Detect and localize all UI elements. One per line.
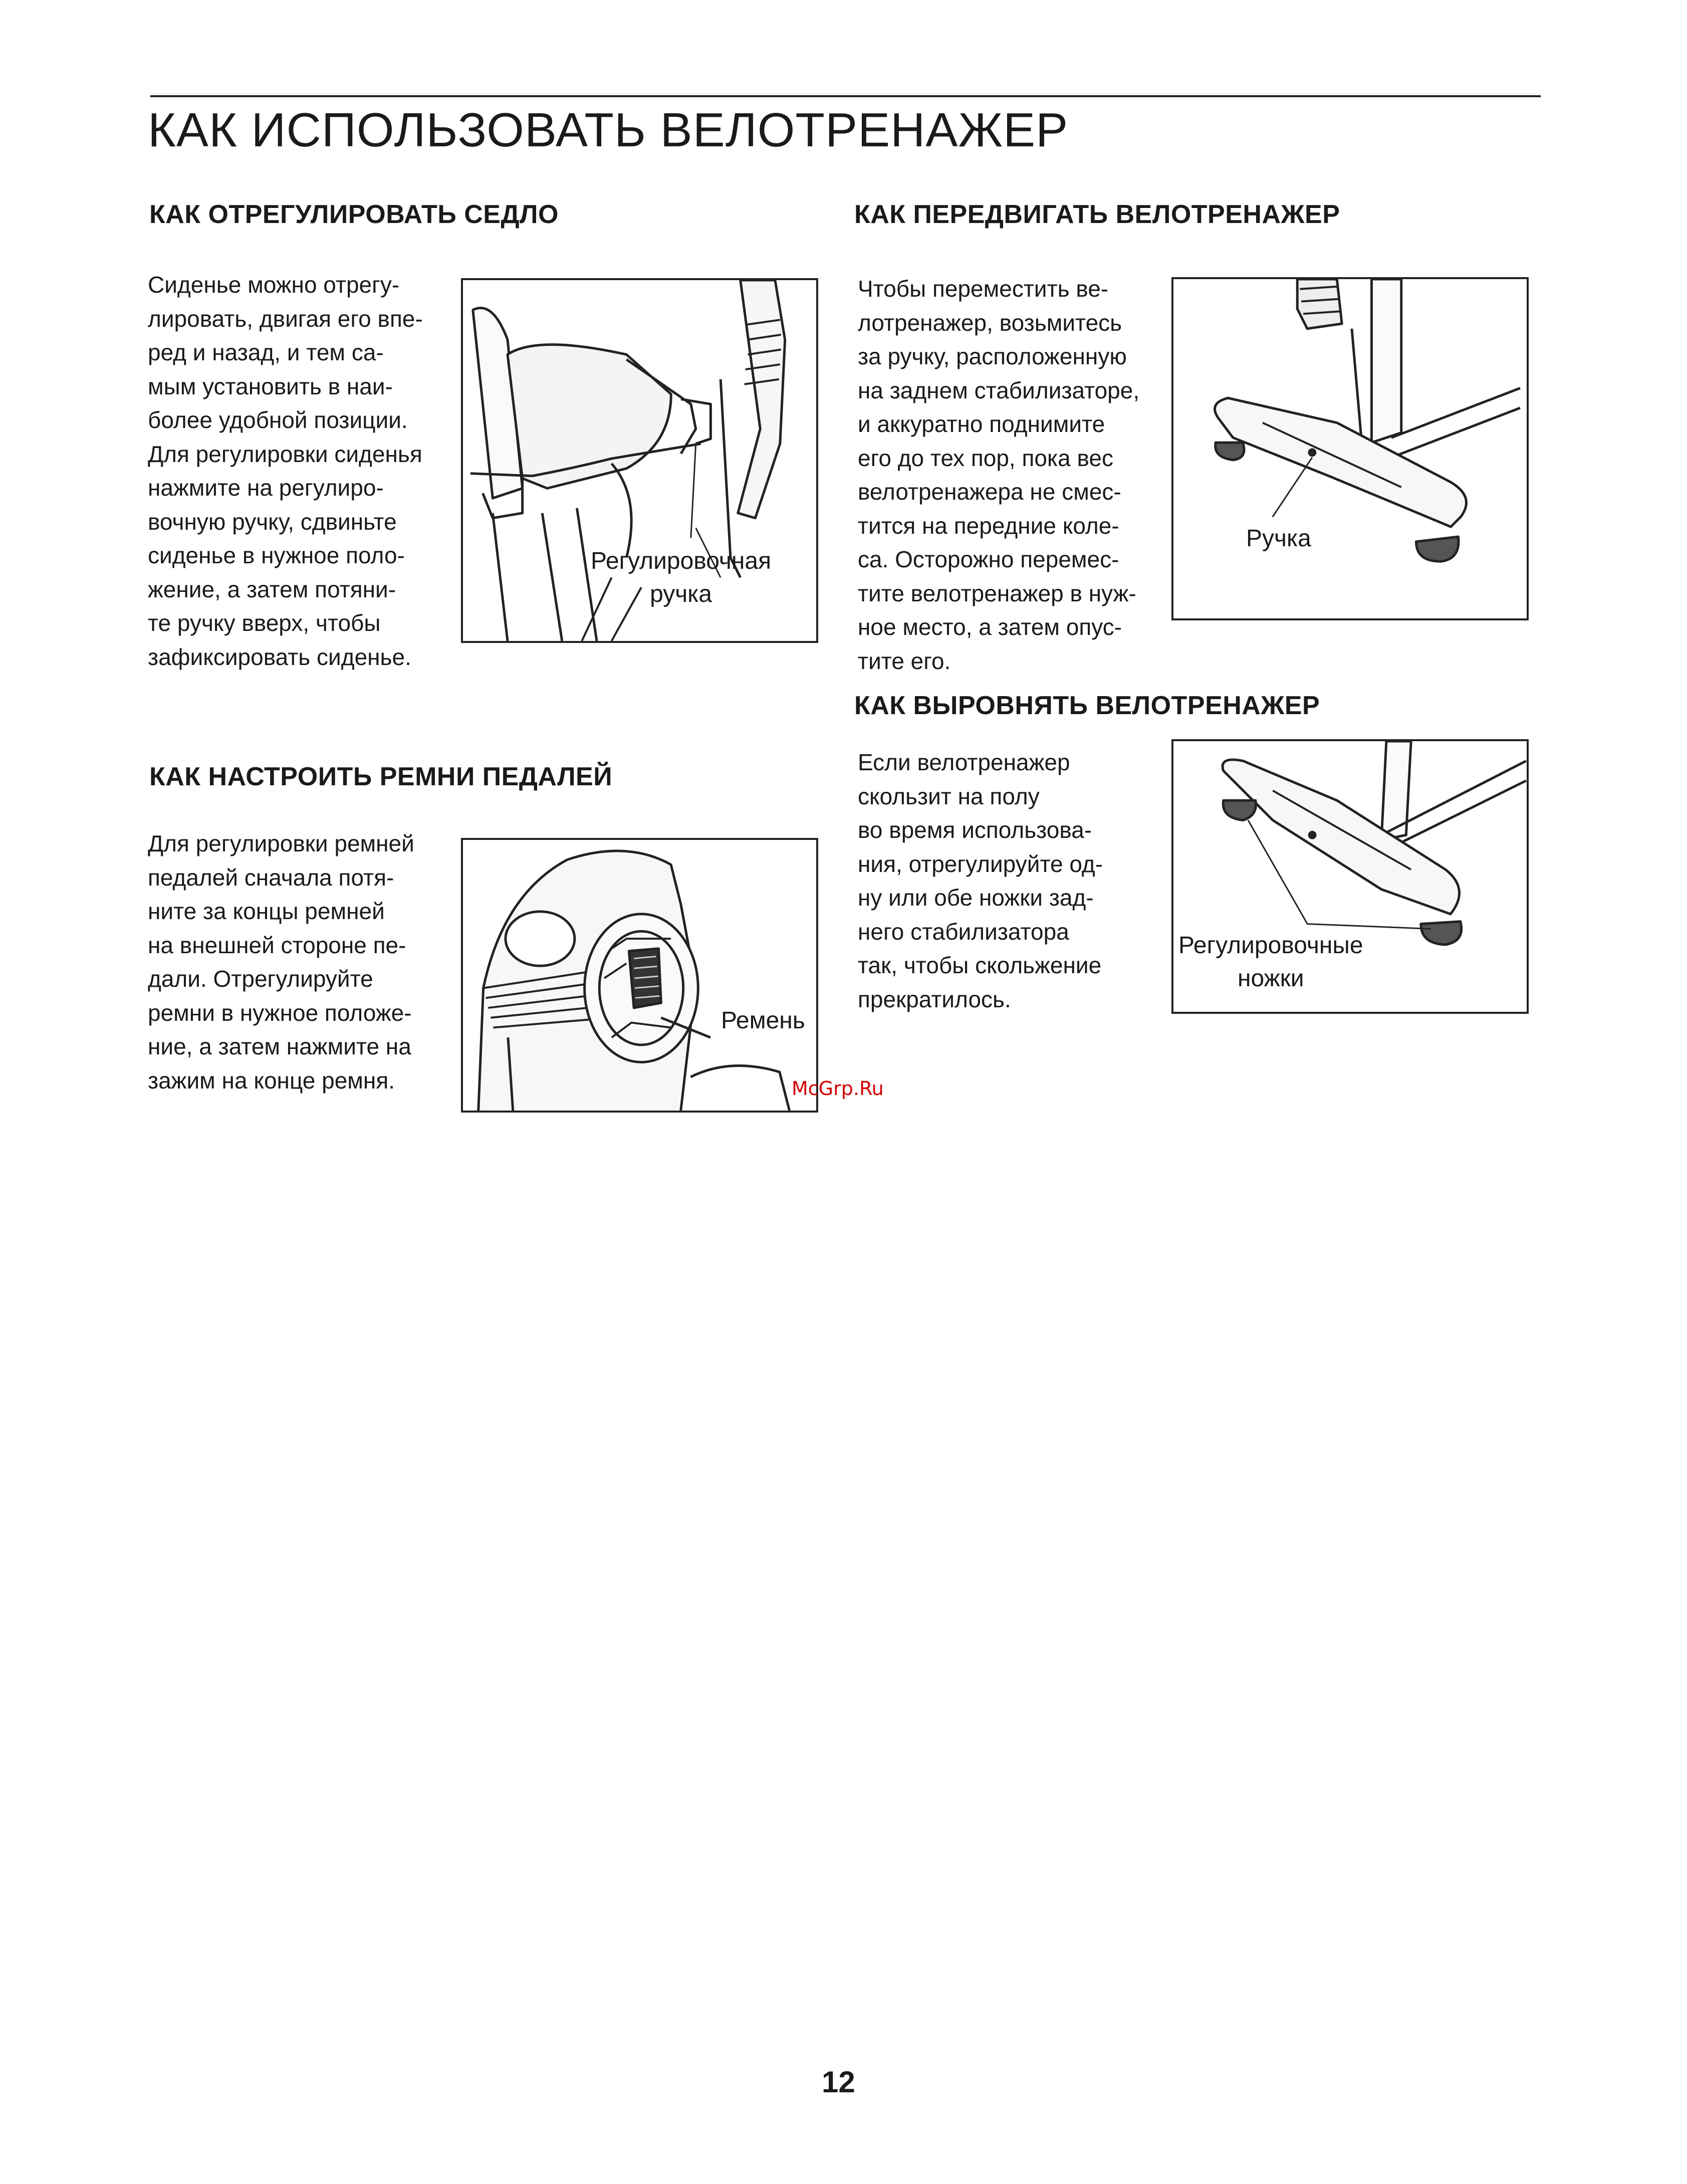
move-line: Чтобы переместить ве- [858,276,1109,302]
seat-line: Сиденье можно отрегу- [148,272,400,298]
level-callout-line: ножки [1237,965,1304,992]
level-callout-line: Регулировочные [1178,932,1363,959]
handle-illustration [1173,279,1527,618]
straps-line: ние, а затем нажмите на [148,1033,411,1059]
straps-figure [461,838,818,1113]
straps-line: дали. Отрегулируйте [148,966,373,992]
level-line: во время использова- [858,817,1092,843]
move-line: тите велотренажер в нуж- [858,580,1136,606]
seat-text [148,268,423,674]
seat-line: более удобной позиции. [148,407,408,433]
seat-line: вочную ручку, сдвиньте [148,508,397,535]
level-line: так, чтобы скольжение [858,952,1102,978]
level-line: него стабилизатора [858,918,1069,945]
move-heading: КАК ПЕРЕДВИГАТЬ ВЕЛОТРЕНАЖЕР [854,200,1340,229]
straps-line: на внешней стороне пе- [148,932,406,958]
seat-callout [591,545,771,611]
level-callout [1178,929,1363,995]
move-line: и аккуратно поднимите [858,411,1105,437]
seat-callout-line: Регулировочная [591,548,772,574]
move-line: на заднем стабилизаторе, [858,377,1140,403]
move-text [858,272,1139,678]
move-line: за ручку, расположенную [858,343,1127,369]
move-line: ное место, а затем опус- [858,614,1122,640]
move-callout-line: Ручка [1246,525,1311,552]
page-title: КАК ИСПОЛЬЗОВАТЬ ВЕЛОТРЕНАЖЕР [148,103,1069,157]
straps-text [148,827,414,1098]
move-line: велотренажера не смес- [858,479,1121,505]
move-figure [1171,277,1529,620]
level-text [858,746,1103,1016]
straps-line: ните за концы ремней [148,898,385,924]
straps-line: зажим на конце ремня. [148,1067,395,1094]
seat-line: лировать, двигая его впе- [148,305,423,332]
page-number: 12 [822,2065,855,2099]
straps-line: Для регулировки ремней [148,830,414,856]
straps-line: педалей сначала потя- [148,864,394,891]
seat-line: Для регулировки сиденья [148,441,422,467]
move-callout [1246,522,1311,555]
move-line: са. Осторожно перемес- [858,546,1119,572]
seat-figure [461,278,818,643]
level-line: ну или обе ножки зад- [858,885,1094,911]
seat-line: те ручку вверх, чтобы [148,610,381,636]
strap-illustration [463,840,816,1111]
move-line: его до тех пор, пока вес [858,445,1113,471]
straps-callout-line: Ремень [721,1007,805,1034]
level-line: ния, отрегулируйте од- [858,850,1103,877]
level-figure [1171,739,1529,1014]
straps-line: ремни в нужное положе- [148,999,412,1026]
seat-line: мым установить в наи- [148,373,393,399]
level-heading: КАК ВЫРОВНЯТЬ ВЕЛОТРЕНАЖЕР [854,691,1320,720]
seat-line: сиденье в нужное поло- [148,542,405,568]
move-line: тится на передние коле- [858,512,1119,539]
seat-line: ред и назад, и тем са- [148,339,384,365]
seat-callout-line: ручка [650,581,712,607]
level-line: прекратилось. [858,986,1011,1012]
straps-heading: КАК НАСТРОИТЬ РЕМНИ ПЕДАЛЕЙ [149,762,613,791]
straps-callout [721,1004,805,1037]
watermark: McGrp.Ru [792,1077,884,1100]
move-line: лотренажер, возьмитесь [858,309,1122,336]
level-line: Если велотренажер [858,749,1070,775]
seat-line: зафиксировать сиденье. [148,643,411,670]
seat-line: нажмите на регулиро- [148,475,384,501]
move-line: тите его. [858,647,951,674]
seat-line: жение, а затем потяни- [148,576,396,602]
title-rule [150,95,1541,97]
seat-heading: КАК ОТРЕГУЛИРОВАТЬ СЕДЛО [149,200,559,229]
level-line: скользит на полу [858,783,1040,809]
